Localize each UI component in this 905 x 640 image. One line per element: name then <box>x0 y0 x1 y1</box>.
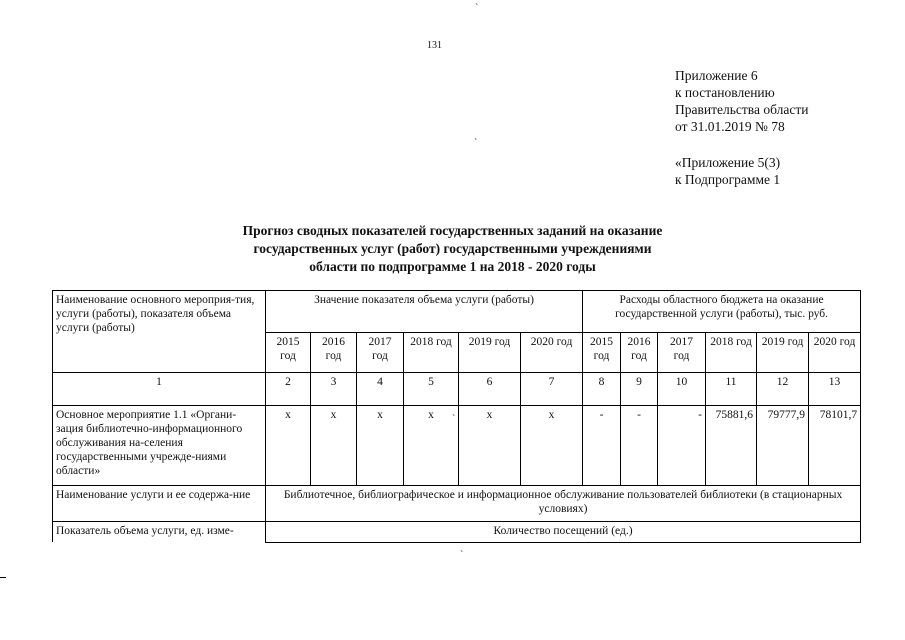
service-value-cell: Библиотечное, библиографическое и информационное обслуживание пользователей библиотеки (в стационарных условиях) <box>266 486 861 522</box>
header-year: 2019 год <box>757 333 809 373</box>
value-cell: - <box>621 406 658 486</box>
column-number: 7 <box>521 373 583 406</box>
header-year: 2019 год <box>459 333 521 373</box>
column-number: 1 <box>53 373 266 406</box>
scan-speck: ˋ <box>474 138 478 149</box>
service-label-cell: Наименование услуги и ее содержа-ние <box>53 486 266 522</box>
page-number: 131 <box>427 40 442 51</box>
header-expenses-group: Расходы областного бюджета на оказание государственной услуги (работы), тыс. руб. <box>583 291 861 333</box>
header-year: 2015 год <box>583 333 621 373</box>
table-row-event <box>53 406 861 486</box>
header-year: 2015 год <box>266 333 311 373</box>
scan-speck: ˋ <box>460 550 464 561</box>
column-number: 11 <box>706 373 757 406</box>
column-number: 9 <box>621 373 658 406</box>
appendix-line: к Подпрограмме 1 <box>675 172 781 187</box>
appendix-line: Правительства области <box>675 102 809 117</box>
value-cell: 79777,9 <box>757 406 809 486</box>
column-number: 3 <box>311 373 357 406</box>
appendix-line: от 31.01.2019 № 78 <box>675 119 785 134</box>
scan-mark <box>0 577 6 578</box>
table-row-service <box>53 486 861 522</box>
header-row-groups <box>53 291 861 333</box>
title-line: области по подпрограмме 1 на 2018 - 2020 годы <box>309 259 596 274</box>
header-year: 2017 год <box>658 333 706 373</box>
scan-speck: ˋ <box>452 414 456 425</box>
title-line: государственных услуг (работ) государственными учреждениями <box>253 241 652 256</box>
header-year: 2020 год <box>809 333 861 373</box>
document-title <box>180 222 725 276</box>
header-year: 2018 год <box>404 333 459 373</box>
value-cell: 78101,7 <box>809 406 861 486</box>
header-year: 2018 год <box>706 333 757 373</box>
appendix-block <box>675 67 808 135</box>
appendix-line: «Приложение 5(3) <box>675 155 781 170</box>
column-number: 12 <box>757 373 809 406</box>
header-year: 2016 год <box>621 333 658 373</box>
header-year: 2016 год <box>311 333 357 373</box>
header-year: 2017 год <box>357 333 404 373</box>
column-number: 5 <box>404 373 459 406</box>
value-cell: 75881,6 <box>706 406 757 486</box>
indicator-value-cell: Количество посещений (ед.) <box>266 522 861 543</box>
column-number: 4 <box>357 373 404 406</box>
header-year: 2020 год <box>521 333 583 373</box>
appendix-ref-block <box>675 154 780 188</box>
appendix-line: Приложение 6 <box>675 68 758 83</box>
value-cell: - <box>658 406 706 486</box>
value-cell: х <box>404 406 459 486</box>
appendix-line: к постановлению <box>675 85 775 100</box>
title-line: Прогноз сводных показателей государственных заданий на оказание <box>242 223 663 238</box>
value-cell: - <box>583 406 621 486</box>
column-number-row <box>53 373 861 406</box>
column-number: 8 <box>583 373 621 406</box>
value-cell: х <box>266 406 311 486</box>
table-row-indicator <box>53 522 861 543</box>
value-cell: х <box>311 406 357 486</box>
indicator-label-cell: Показатель объема услуги, ед. изме- <box>53 522 266 543</box>
scan-speck: ˋ <box>475 3 479 14</box>
header-volume-group: Значение показателя объема услуги (работы) <box>266 291 583 333</box>
column-number: 2 <box>266 373 311 406</box>
value-cell: х <box>357 406 404 486</box>
value-cell: х <box>521 406 583 486</box>
column-number: 6 <box>459 373 521 406</box>
value-cell: х <box>459 406 521 486</box>
forecast-table <box>52 290 861 543</box>
column-number: 10 <box>658 373 706 406</box>
column-number: 13 <box>809 373 861 406</box>
header-name-column: Наименование основного мероприя-тия, услуги (работы), показателя объема услуги (работы) <box>53 291 266 373</box>
event-name-cell: Основное мероприятие 1.1 «Органи-зация библиотечно-информационного обслуживания на-селения государственными учрежде-ниями области» <box>53 406 266 486</box>
